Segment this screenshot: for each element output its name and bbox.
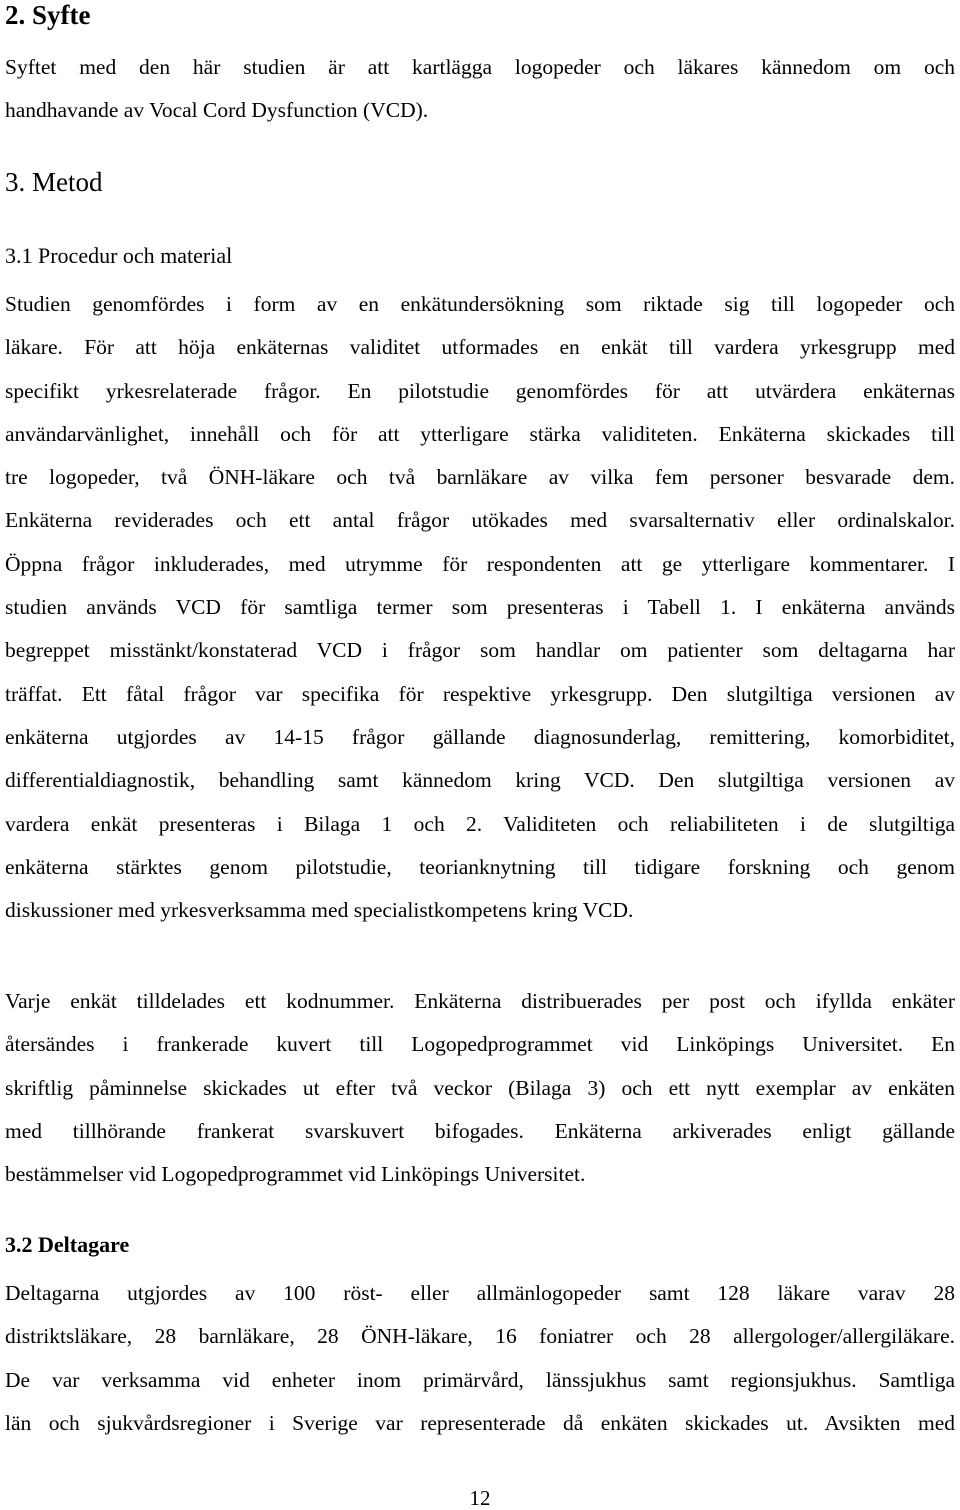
text-line: begreppet misstänkt/konstaterad VCD i frågor som handlar om patienter som deltagarna har	[5, 638, 955, 663]
paragraph-procedur-1	[5, 283, 955, 932]
subsection-heading-deltagare: 3.2 Deltagare	[5, 1232, 130, 1257]
text-line: Syftet med den här studien är att kartlägga logopeder och läkares kännedom om och	[5, 55, 955, 79]
text-line: studien används VCD för samtliga termer som presenteras i Tabell 1. I enkäterna används	[5, 595, 955, 620]
text-line: med tillhörande frankerat svarskuvert bifogades. Enkäterna arkiverades enligt gällande	[5, 1118, 955, 1143]
text-line: återsändes i frankerade kuvert till Logopedprogrammet vid Linköpings Universitet. En	[5, 1032, 955, 1057]
text-line: tre logopeder, två ÖNH-läkare och två barnläkare av vilka fem personer besvarade dem.	[5, 465, 955, 490]
section-heading-metod: 3. Metod	[5, 167, 103, 197]
subsection-heading-procedur: 3.1 Procedur och material	[5, 243, 233, 268]
text-line: skriftlig påminnelse skickades ut efter två veckor (Bilaga 3) och ett nytt exemplar av enkäten	[5, 1075, 955, 1100]
text-line: Varje enkät tilldelades ett kodnummer. Enkäterna distribuerades per post och ifyllda enkäter	[5, 989, 955, 1013]
text-line: län och sjukvårdsregioner i Sverige var representerade då enkäten skickades ut. Avsikten med	[5, 1410, 955, 1435]
text-line: diskussioner med yrkesverksamma med specialistkompetens kring VCD.	[5, 898, 634, 923]
text-line: enkäterna stärktes genom pilotstudie, teorianknytning till tidigare forskning och genom	[5, 854, 955, 879]
text-line: Studien genomfördes i form av en enkätundersökning som riktade sig till logopeder och	[5, 292, 955, 316]
text-line: läkare. För att höja enkäternas validitet utformades en enkät till vardera yrkesgrupp med	[5, 335, 955, 360]
paragraph-deltagare	[5, 1272, 955, 1445]
text-line: användarvänlighet, innehåll och för att ytterligare stärka validiteten. Enkäterna skickades till	[5, 421, 955, 446]
text-line: specifikt yrkesrelaterade frågor. En pilotstudie genomfördes för att utvärdera enkäternas	[5, 378, 955, 403]
text-line: distriktsläkare, 28 barnläkare, 28 ÖNH-läkare, 16 foniatrer och 28 allergologer/allergiläkare.	[5, 1324, 955, 1349]
text-line: Deltagarna utgjordes av 100 röst- eller allmänlogopeder samt 128 läkare varav 28	[5, 1281, 955, 1305]
paragraph-syfte	[5, 46, 955, 133]
text-line: vardera enkät presenteras i Bilaga 1 och 2. Validiteten och reliabiliteten i de slutgiltiga	[5, 811, 955, 836]
page-number: 12	[469, 1486, 491, 1510]
paragraph-procedur-2	[5, 980, 955, 1196]
text-line: handhavande av Vocal Cord Dysfunction (VCD).	[5, 98, 429, 123]
section-heading-syfte: 2. Syfte	[5, 0, 91, 30]
text-line: Enkäterna reviderades och ett antal frågor utökades med svarsalternativ eller ordinalskalor.	[5, 508, 955, 533]
text-line: Öppna frågor inkluderades, med utrymme för respondenten att ge ytterligare kommentarer. I	[5, 551, 955, 576]
text-line: De var verksamma vid enheter inom primärvård, länssjukhus samt regionsjukhus. Samtliga	[5, 1367, 955, 1392]
text-line: differentialdiagnostik, behandling samt kännedom kring VCD. Den slutgiltiga versionen av	[5, 768, 955, 793]
text-line: bestämmelser vid Logopedprogrammet vid Linköpings Universitet.	[5, 1162, 586, 1187]
text-line: enkäterna utgjordes av 14-15 frågor gällande diagnosunderlag, remittering, komorbiditet,	[5, 724, 955, 749]
text-line: träffat. Ett fåtal frågor var specifika för respektive yrkesgrupp. Den slutgiltiga versionen av	[5, 681, 955, 706]
